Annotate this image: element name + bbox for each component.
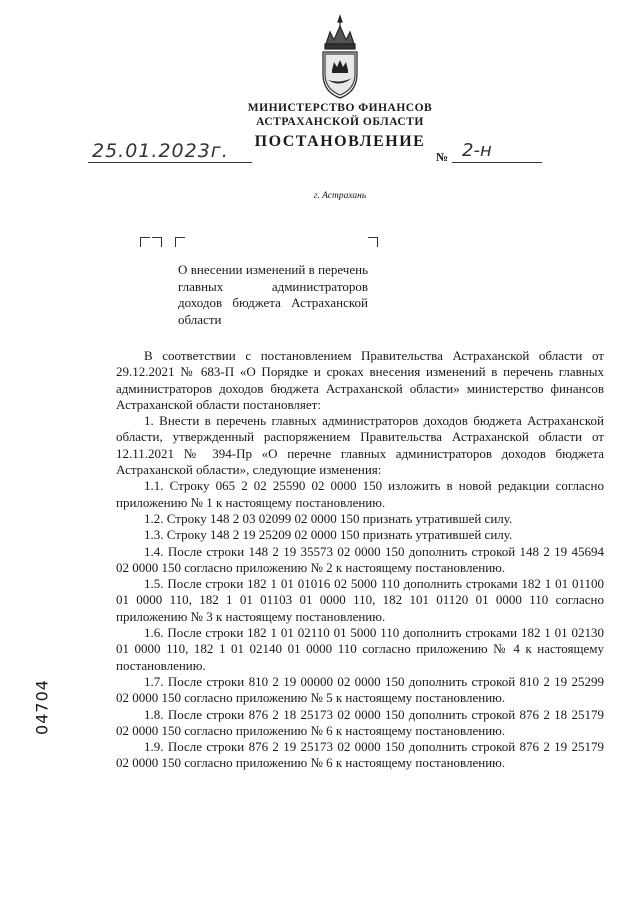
body-paragraph: В соответствии с постановлением Правительства Астраханской области от 29.12.2021 № 683-П «О Порядке и сроках внесения изменений в перечень главных администраторов доходов бюджета Астраханской области» министерство финансов Астраханской области постановляет: bbox=[116, 348, 604, 412]
coat-of-arms-icon bbox=[316, 14, 364, 100]
body-paragraph: 1.7. После строки 810 2 19 00000 02 0000 150 дополнить строкой 810 2 19 25299 02 0000 150 согласно приложению № 5 к настоящему постановлению. bbox=[116, 673, 604, 706]
document-type-title: ПОСТАНОВЛЕНИЕ bbox=[254, 133, 426, 150]
corner-mark-left-outer bbox=[140, 237, 150, 247]
ministry-name-line2: АСТРАХАНСКОЙ ОБЛАСТИ bbox=[256, 116, 424, 128]
body-paragraph: 1.9. После строки 876 2 19 25173 02 0000 150 дополнить строкой 876 2 19 25179 02 0000 150 согласно приложению № 6 к настоящему постановлению. bbox=[116, 739, 604, 771]
body-paragraph: 1.4. После строки 148 2 19 35573 02 0000 150 дополнить строкой 148 2 19 45694 02 0000 150 согласно приложению № 2 к настоящему постановлению. bbox=[116, 543, 604, 575]
corner-mark-left-inner bbox=[152, 237, 162, 247]
body-paragraph: 1.1. Строку 065 2 02 25590 02 0000 150 изложить в новой редакции согласно приложению № 1 к настоящему постановлению. bbox=[116, 478, 604, 510]
body-paragraph: 1.5. После строки 182 1 01 01016 02 5000 110 дополнить строками 182 1 01 01100 01 0000 110, 182 1 01 01103 01 0000 110, 182 101 01120 01 0000 110 согласно приложению № 3 к настоящему постановлению. bbox=[116, 576, 604, 624]
number-label: № bbox=[436, 150, 449, 164]
registration-number-text: 04704 bbox=[32, 679, 52, 735]
document-date: 25.01.2023г. bbox=[88, 140, 252, 163]
document-subject: О внесении изменений в перечень главных администраторов доходов бюджета Астраханской области bbox=[178, 262, 368, 327]
body-paragraph: 1.3. Строку 148 2 19 25209 02 0000 150 признать утратившей силу. bbox=[144, 527, 513, 543]
document-body bbox=[116, 348, 604, 772]
city-name: г. Астрахань bbox=[313, 191, 367, 201]
body-paragraph: 1.2. Строку 148 2 03 02099 02 0000 150 признать утратившей силу. bbox=[144, 510, 513, 526]
body-paragraph: 1. Внести в перечень главных администраторов доходов бюджета Астраханской области, утвержденный распоряжением Правительства Астраханской области от 12.11.2021 № 394-Пр «О перечне главных администраторов доходов бюджета Астраханской области», следующие изменения: bbox=[116, 413, 604, 478]
corner-mark-right-outer bbox=[368, 237, 378, 247]
body-paragraph: 1.8. После строки 876 2 18 25173 02 0000 150 дополнить строкой 876 2 18 25179 02 0000 150 согласно приложению № 6 к настоящему постановлению. bbox=[116, 706, 604, 738]
body-paragraph: 1.6. После строки 182 1 01 02110 01 5000 110 дополнить строками 182 1 01 02130 01 0000 110, 182 1 01 02140 01 0000 110 согласно приложению № 4 к настоящему постановлению. bbox=[116, 625, 604, 673]
corner-mark-right-inner bbox=[175, 237, 185, 247]
registration-stamp-number bbox=[27, 672, 57, 742]
ministry-name-line1: МИНИСТЕРСТВО ФИНАНСОВ bbox=[247, 102, 433, 114]
document-number: 2-н bbox=[452, 140, 542, 163]
